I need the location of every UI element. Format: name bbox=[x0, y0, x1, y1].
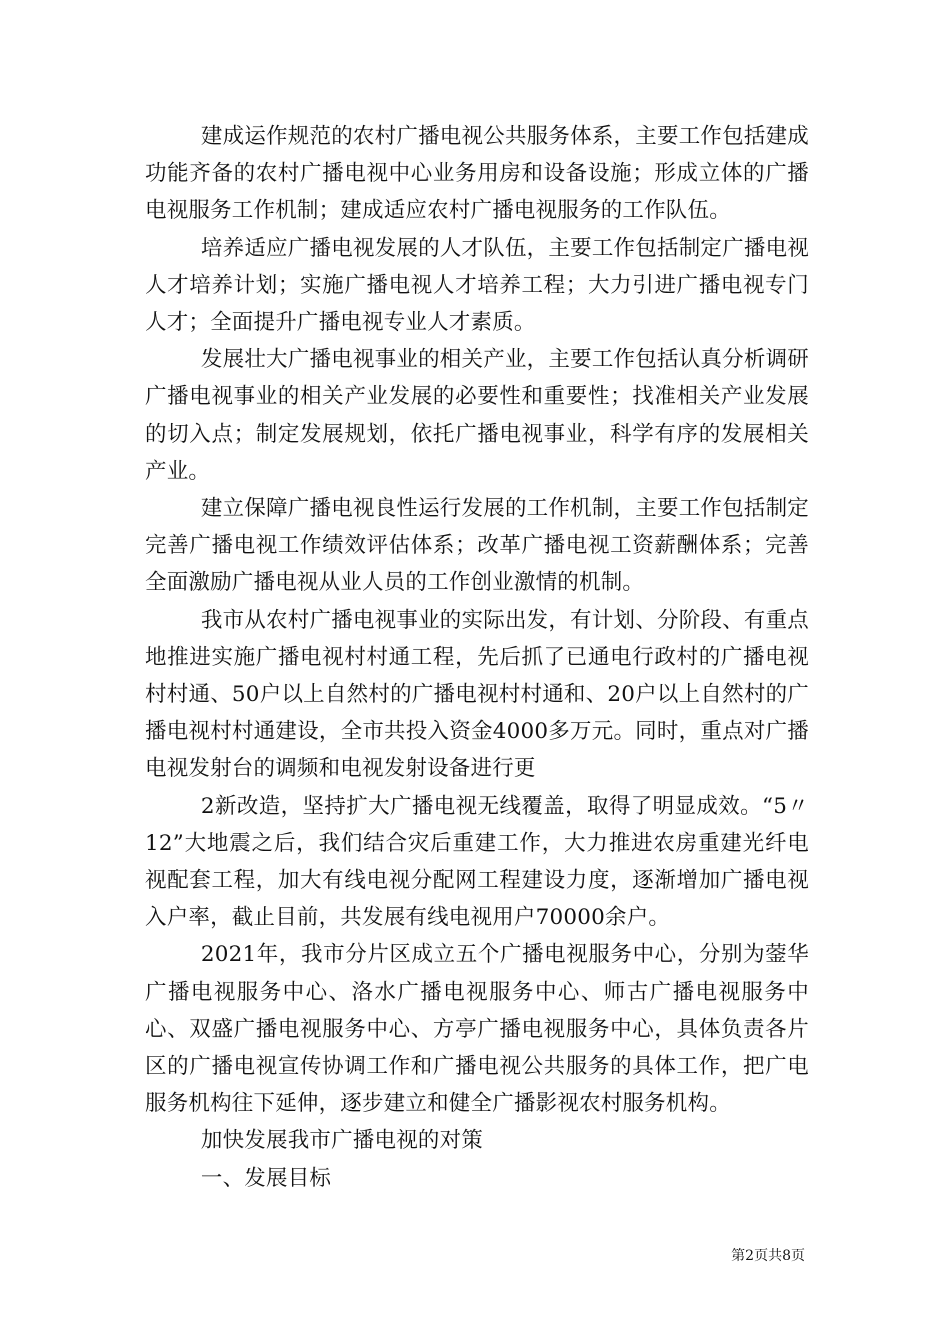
paragraph-4: 建立保障广播电视良性运行发展的工作机制，主要工作包括制定完善广播电视工作绩效评估体系；改革广播电视工资薪酬体系；完善全面激励广播电视从业人员的工作创业激情的机制。 bbox=[145, 496, 809, 596]
document-body bbox=[145, 118, 809, 1197]
paragraph-3: 发展壮大广播电视事业的相关产业，主要工作包括认真分析调研广播电视事业的相关产业发展的必要性和重要性；找准相关产业发展的切入点；制定发展规划，依托广播电视事业，科学有序的发展相关产业。 bbox=[145, 347, 809, 484]
subsection-heading: 一、发展目标 bbox=[200, 1165, 332, 1191]
paragraph-7: 2021年，我市分片区成立五个广播电视服务中心，分别为蓥华广播电视服务中心、洛水广播电视服务中心、师古广播电视服务中心、双盛广播电视服务中心、方亭广播电视服务中心，具体负责各片区的广播电视宣传协调工作和广播电视公共服务的具体工作，把广电服务机构往下延伸，逐步建立和健全广播影视农村服务机构。 bbox=[145, 942, 809, 1117]
paragraph-5: 我市从农村广播电视事业的实际出发，有计划、分阶段、有重点地推进实施广播电视村村通工程，先后抓了已通电行政村的广播电视村村通、50户以上自然村的广播电视村村通和、20户以上自然村的广播电视村村通建设，全市共投入资金4000多万元。同时，重点对广播电视发射台的调频和电视发射设备进行更 bbox=[145, 607, 809, 782]
section-heading: 加快发展我市广播电视的对策 bbox=[200, 1128, 483, 1154]
paragraph-2: 培养适应广播电视发展的人才队伍，主要工作包括制定广播电视人才培养计划；实施广播电视人才培养工程；大力引进广播电视专门人才；全面提升广播电视专业人才素质。 bbox=[145, 235, 809, 336]
page-number-footer: 第2页共8页 bbox=[731, 1248, 805, 1264]
paragraph-1: 建成运作规范的农村广播电视公共服务体系，主要工作包括建成功能齐备的农村广播电视中心业务用房和设备设施；形成立体的广播电视服务工作机制；建成适应农村广播电视服务的工作队伍。 bbox=[145, 124, 809, 224]
paragraph-6: 2新改造，坚持扩大广播电视无线覆盖，取得了明显成效。“5〃12”大地震之后，我们结合灾后重建工作，大力推进农房重建光纤电视配套工程，加大有线电视分配网工程建设力度，逐渐增加广播电视入户率，截止目前，共发展有线电视用户70000余户。 bbox=[145, 793, 809, 931]
